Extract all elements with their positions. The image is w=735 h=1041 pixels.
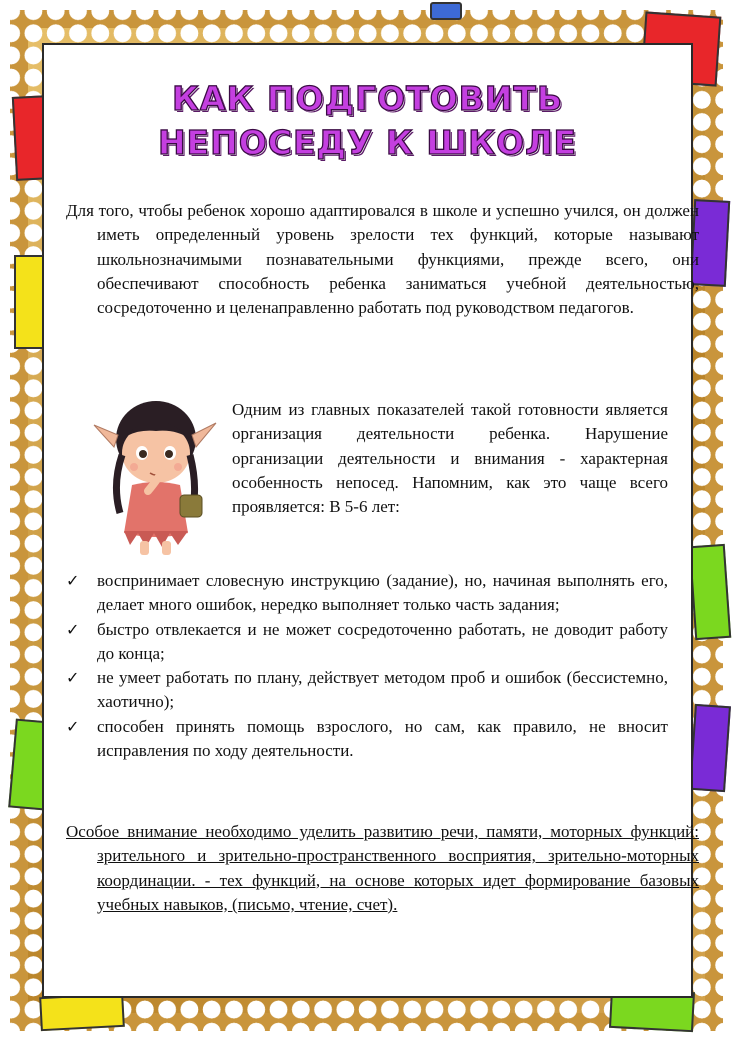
list-item: ✓ быстро отвлекается и не может сосредоточенно работать, не доводит работу до конца; bbox=[66, 619, 668, 663]
girl-character-icon bbox=[92, 395, 218, 557]
check-icon: ✓ bbox=[66, 716, 80, 736]
title-line-1: КАК ПОДГОТОВИТЬ bbox=[171, 79, 564, 118]
intro-paragraph: Для того, чтобы ребенок хорошо адаптировался в школе и успешно учился, он должен иметь определенный уровень зрелости тех функций, которые называют школьнозначимыми познавательными функциями, прежде всего, они обеспечивают способность ребенка заниматься учебной деятельностью, сосредоточенно и целенаправленно работать под руководством педагогов. bbox=[66, 201, 699, 318]
indicator-paragraph: Одним из главных показателей такой готовности является организация деятельности ребенка. Нарушение организации деятельности и внимания - характерная особенность непосед. Напомним, как это чаще всего проявляется: В 5-6 лет: bbox=[232, 400, 668, 517]
patch-purple-top bbox=[430, 2, 462, 20]
check-icon: ✓ bbox=[66, 619, 80, 639]
check-icon: ✓ bbox=[66, 668, 80, 688]
patch-green-right bbox=[689, 544, 731, 640]
list-item: ✓ способен принять помощь взрослого, но сам, как правило, не вносит исправления по ходу деятельности. bbox=[66, 716, 668, 761]
list-item: ✓ воспринимает словесную инструкцию (задание), но, начиная выполнять его, делает много ошибок, нередко выполняет только часть задания; bbox=[66, 571, 668, 615]
check-icon: ✓ bbox=[66, 571, 80, 590]
patch-yellow-bottom bbox=[39, 993, 125, 1031]
checklist bbox=[66, 569, 668, 763]
list-item: ✓ не умеет работать по плану, действует методом проб и ошибок (бессистемно, хаотично); bbox=[66, 668, 668, 712]
title-line-2: НЕПОСЕДУ К ШКОЛЕ bbox=[157, 123, 578, 162]
patch-purple-right-low bbox=[689, 704, 731, 792]
closing-paragraph: Особое внимание необходимо уделить развитию речи, памяти, моторных функций: зрительного и зрительно-пространственного восприятия, зрительно-моторных координации. - тех функций, на основе которых идет формирование базовых учебных навыков, (письмо, чтение, счет). bbox=[66, 822, 699, 914]
